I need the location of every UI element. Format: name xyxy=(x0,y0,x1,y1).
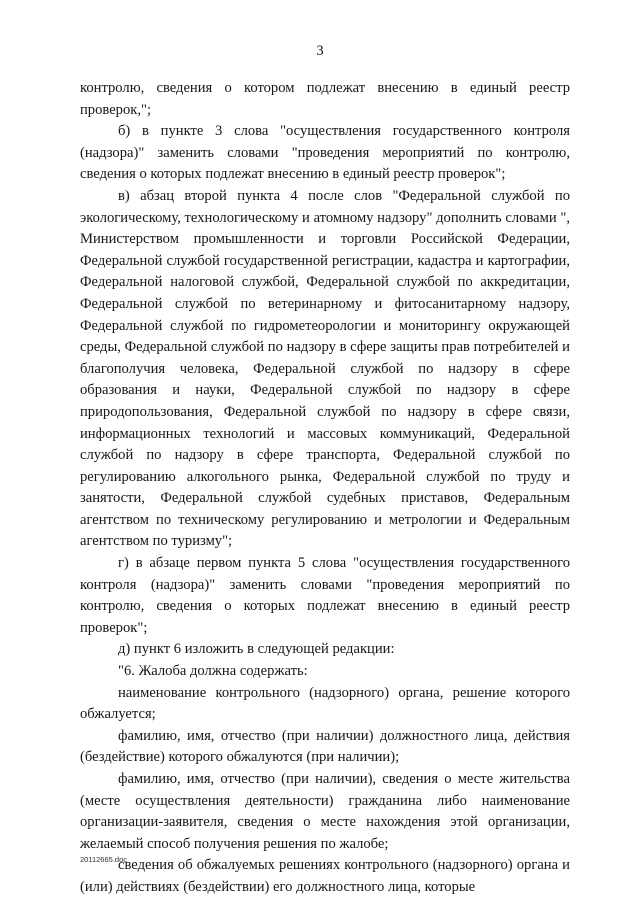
page-number: 3 xyxy=(316,43,324,59)
document-body xyxy=(80,78,570,899)
footer-filename: 20112665.doc xyxy=(80,855,127,864)
paragraph-clause-6: "6. Жалоба должна содержать: xyxy=(118,663,308,680)
paragraph-clause-6-item-2: фамилию, имя, отчество (при наличии) должностного лица, действия (бездействие) которого обжалуются (при наличии); xyxy=(80,727,570,766)
paragraph-continuation: контролю, сведения о котором подлежат внесению в единый реестр проверок,"; xyxy=(80,80,570,118)
paragraph-item-b: б) в пункте 3 слова "осуществления государственного контроля (надзора)" заменить словами "проведения мероприятий по контролю, сведения о которых подлежат внесению в единый реестр проверок"; xyxy=(80,123,570,183)
paragraph-clause-6-item-4: сведения об обжалуемых решениях контрольного (надзорного) органа и (или) действиях (бездействии) его должностного лица, которые xyxy=(80,857,570,895)
paragraph-item-d: д) пункт 6 изложить в следующей редакции: xyxy=(118,641,395,658)
paragraph-item-v: в) абзац второй пункта 4 после слов "Федеральной службой по экологическому, технологическому и атомному надзору" дополнить словами ", Министерством промышленности и торговли Российской Федерации, Федеральной службой государственной регистрации, кадастра и картографии, Федеральной налоговой службой, Федеральной службой по аккредитации, Федеральной службой по ветеринарному и фитосанитарному надзору, Федеральной службой по гидрометеорологии и мониторингу окружающей среды, Федеральной службой по надзору в сфере защиты прав потребителей и благополучия человека, Федеральной службой по надзору в сфере образования и науки, Федеральной службой по надзору в сфере природопользования, Федеральной службой по надзору в сфере связи, информационных технологий и массовых коммуникаций, Федеральной службой по надзору в сфере транспорта, Федеральной службой по регулированию алкогольного рынка, Федеральной службой по труду и занятости, Федеральной службой судебных приставов, Федеральным агентством по техническому регулированию и метрологии и Федеральным агентством по туризму"; xyxy=(80,187,570,550)
paragraph-item-g: г) в абзаце первом пункта 5 слова "осуществления государственного контроля (надзора)" заменить словами "проведения мероприятий по контролю, сведения о которых подлежат внесению в единый реестр проверок"; xyxy=(80,555,570,636)
paragraph-clause-6-item-1: наименование контрольного (надзорного) органа, решение которого обжалуется; xyxy=(80,684,570,723)
paragraph-clause-6-item-3: фамилию, имя, отчество (при наличии), сведения о месте жительства (месте осуществления деятельности) гражданина либо наименование организации-заявителя, сведения о месте нахождения этой организации, желаемый способ получения решения по жалобе; xyxy=(80,771,570,852)
